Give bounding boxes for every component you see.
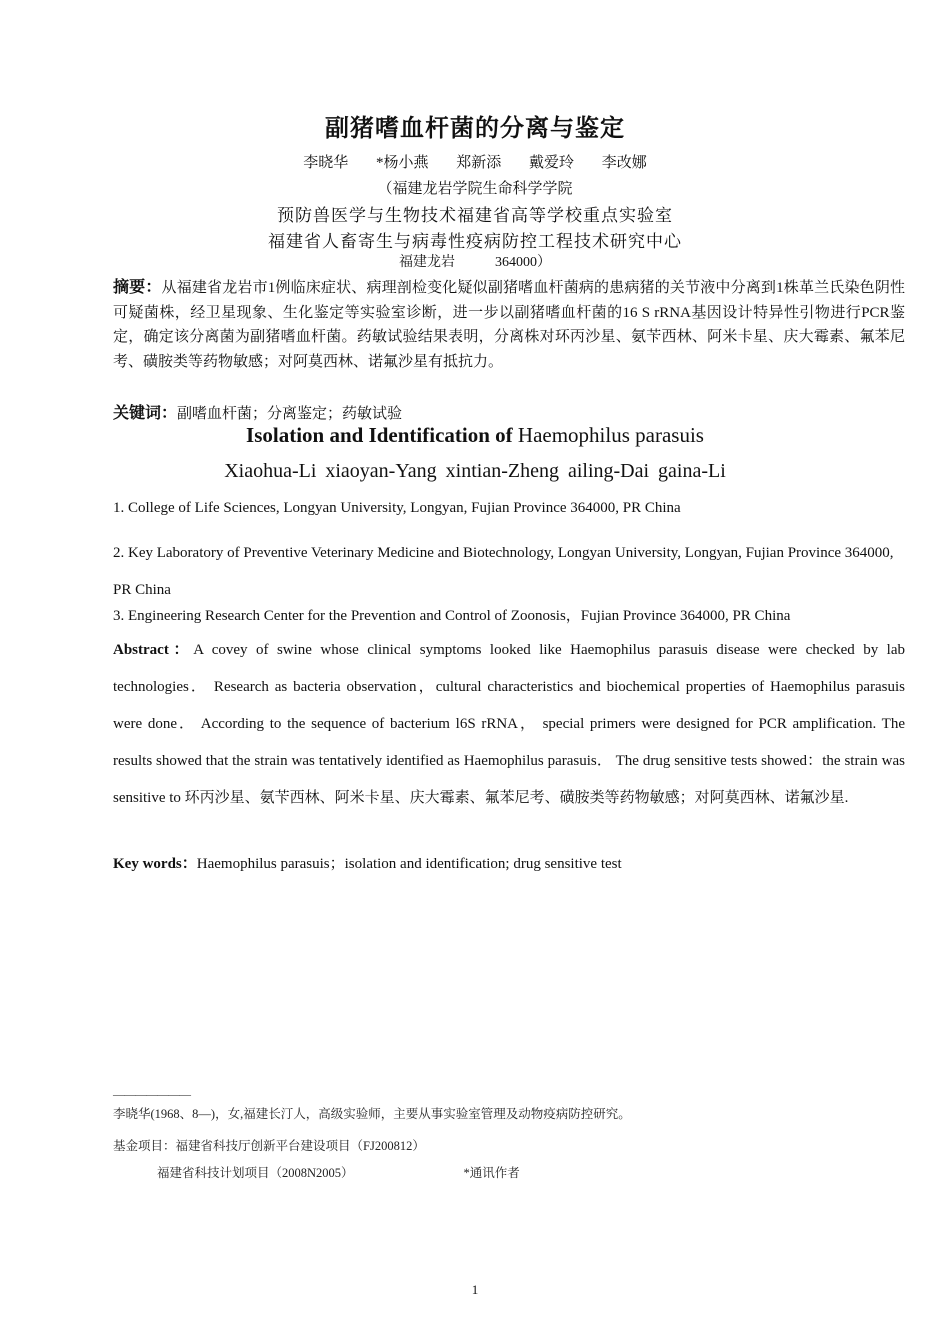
title-en-normal: Haemophilus parasuis [512, 423, 704, 447]
city: 福建龙岩 [399, 255, 455, 270]
affiliation-cn-1: （福建龙岩学院生命科学学院 [377, 181, 573, 197]
abstract-english [113, 632, 905, 817]
keywords-cn-text: 副嗜血杆菌；分离鉴定；药敏试验 [177, 406, 403, 422]
keywords-en-label: Key words： [113, 856, 197, 872]
authors-chinese [0, 151, 950, 172]
footnote-fund-1: 基金项目：福建省科技厅创新平台建设项目（FJ200812） [113, 1139, 425, 1153]
author-cn-5: 李改娜 [601, 155, 647, 171]
title-en-bold: Isolation and Identification of [246, 423, 513, 447]
affiliation-en-3: 3. Engineering Research Center for the Prevention and Control of Zoonosis，Fujian Province 364000, PR China [113, 608, 791, 624]
affiliation-cn-3: 福建省人畜寄生与病毒性疫病防控工程技术研究中心 [268, 232, 682, 251]
corresponding-author-note: *通讯作者 [463, 1166, 520, 1180]
keywords-english [113, 852, 905, 873]
keywords-chinese [113, 400, 905, 423]
fund-2-text: 福建省科技计划项目（2008N2005） [157, 1166, 354, 1180]
abstract-chinese [113, 275, 905, 374]
affiliation-en-1: 1. College of Life Sciences, Longyan University, Longyan, Fujian Province 364000, PR China [113, 500, 681, 516]
abstract-en-text: A covey of swine whose clinical symptoms looked like Haemophilus parasuis disease were checked by lab technologies． Research as bacteria observation，cultural characteristics and biochemical properties of Haemophilus parasuis were done． According to the sequence of bacterium l6S rRNA， special primers were designed for PCR amplification. The results showed that the strain was tentatively identified as Haemophilus parasuis． The drug sensitive tests showed：the strain was sensitive to 环丙沙星、氨苄西林、阿米卡星、庆大霉素、氟苯尼考、磺胺类等药物敏感；对阿莫西林、诺氟沙星. [113, 642, 905, 806]
affiliation-cn-city [0, 251, 950, 271]
page-number: 1 [471, 1282, 479, 1297]
keywords-en-text: Haemophilus parasuis；isolation and identification; drug sensitive test [196, 856, 622, 872]
zip-code: 364000） [495, 255, 551, 270]
title-chinese: 副猪嗜血杆菌的分离与鉴定 [325, 116, 625, 142]
abstract-en-label: Abstract： [113, 642, 194, 658]
footnote-author: 李晓华(1968、8—)，女,福建长汀人，高级实验师，主要从事实验室管理及动物疫病防控研究。 [113, 1107, 631, 1121]
affiliation-en-2: 2. Key Laboratory of Preventive Veterinary Medicine and Biotechnology, Longyan University, Longyan, Fujian Province 364000, PR China [113, 545, 894, 598]
keywords-cn-label: 关键词： [113, 403, 178, 422]
abstract-cn-text: 从福建省龙岩市1例临床症状、病理剖检变化疑似副猪嗜血杆菌病的患病猪的关节液中分离到1株革兰氏染色阴性可疑菌株，经卫星现象、生化鉴定等实验室诊断，进一步以副猪嗜血杆菌的16 S rRNA基因设计特异性引物进行PCR鉴定，确定该分离菌为副猪嗜血杆菌。药敏试验结果表明，分离株对环丙沙星、氨苄西林、阿米卡星、庆大霉素、氟苯尼考、磺胺类等药物敏感；对阿莫西林、诺氟沙星有抵抗力。 [113, 280, 905, 370]
title-english [0, 423, 950, 448]
author-cn-3: 郑新添 [456, 155, 502, 171]
abstract-cn-label: 摘要： [113, 277, 162, 296]
footnote-fund-2 [157, 1163, 520, 1181]
author-cn-4: 戴爱玲 [529, 155, 575, 171]
author-cn-2: *杨小燕 [375, 155, 429, 171]
author-cn-1: 李晓华 [303, 155, 349, 171]
affiliation-cn-2: 预防兽医学与生物技术福建省高等学校重点实验室 [277, 206, 673, 225]
footnote-rule: ——————— [113, 1087, 190, 1101]
authors-english: Xiaohua-Li xiaoyan-Yang xintian-Zheng ailing-Dai gaina-Li [224, 460, 726, 482]
